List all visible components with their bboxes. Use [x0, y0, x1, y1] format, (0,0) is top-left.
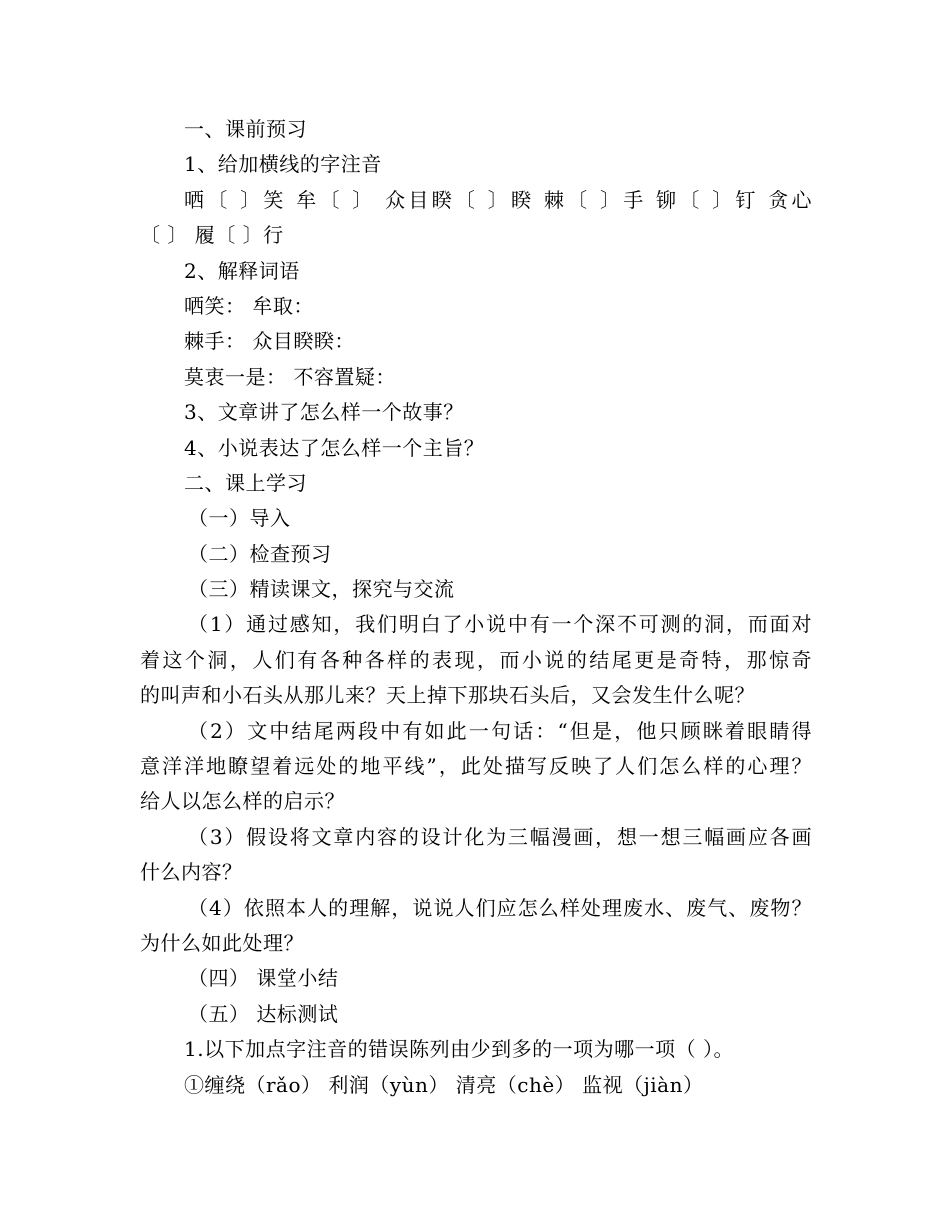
paragraph-4-line-2: 为什么如此处理？	[140, 930, 304, 955]
pinyin-exercise-line-1: 哂〔 〕笑 牟〔 〕 众目睽〔 〕睽 棘〔 〕手 铆〔 〕钉 贪心	[184, 187, 812, 212]
paragraph-3-line-2: 什么内容？	[140, 860, 243, 885]
section-heading-class: 二、课上学习	[184, 470, 307, 495]
document-body	[140, 112, 812, 1103]
paragraph-4-line-1: （4）依照本人的理解，说说人们应怎么样处理废水、废气、废物？	[188, 895, 812, 920]
subsection-reading: （三）精读课文，探究与交流	[188, 577, 455, 602]
paragraph-3-line-1: （3）假设将文章内容的设计化为三幅漫画，想一想三幅画应各画	[188, 824, 812, 849]
vocab-line-3: 莫衷一是： 不容置疑：	[184, 364, 396, 389]
paragraph-2-line-1: （2）文中结尾两段中有如此一句话：“但是，他只顾眯着眼睛得	[188, 718, 812, 743]
subsection-test: （五） 达标测试	[188, 1001, 339, 1026]
paragraph-1-line-3: 的叫声和小石头从那儿来？天上掉下那块石头后，又会发生什么呢？	[140, 683, 755, 708]
question-1-heading: 1、给加横线的字注音	[184, 152, 382, 177]
question-4: 4、小说表达了怎么样一个主旨？	[184, 435, 485, 460]
subsection-summary: （四） 课堂小结	[188, 966, 339, 991]
pinyin-exercise-line-2: 〔 〕 履〔 〕行	[140, 223, 284, 248]
paragraph-2-line-3: 给人以怎么样的启示？	[140, 789, 345, 814]
subsection-check: （二）检查预习	[188, 541, 332, 566]
question-2-heading: 2、解释词语	[184, 258, 300, 283]
subsection-intro: （一）导入	[188, 506, 291, 531]
test-question-1: 1.以下加点字注音的错误陈列由少到多的一项为哪一项（ ）。	[184, 1037, 734, 1062]
vocab-line-2: 棘手： 众目睽睽：	[184, 329, 355, 354]
paragraph-1-line-1: （1）通过感知，我们明白了小说中有一个深不可测的洞，而面对	[188, 612, 812, 637]
section-heading-preview: 一、课前预习	[184, 117, 307, 141]
test-option-1: ①缠绕（rǎo） 利润（yùn） 清亮（chè） 监视（jiàn）	[184, 1072, 704, 1097]
paragraph-1-line-2: 着这个洞，人们有各种各样的表现，而小说的结尾更是奇特，那惊奇	[140, 647, 812, 672]
vocab-line-1: 哂笑： 牟取：	[184, 293, 314, 318]
paragraph-2-line-2: 意洋洋地瞭望着远处的地平线”，此处描写反映了人们怎么样的心理？	[140, 754, 812, 779]
question-3: 3、文章讲了怎么样一个故事？	[184, 400, 464, 425]
